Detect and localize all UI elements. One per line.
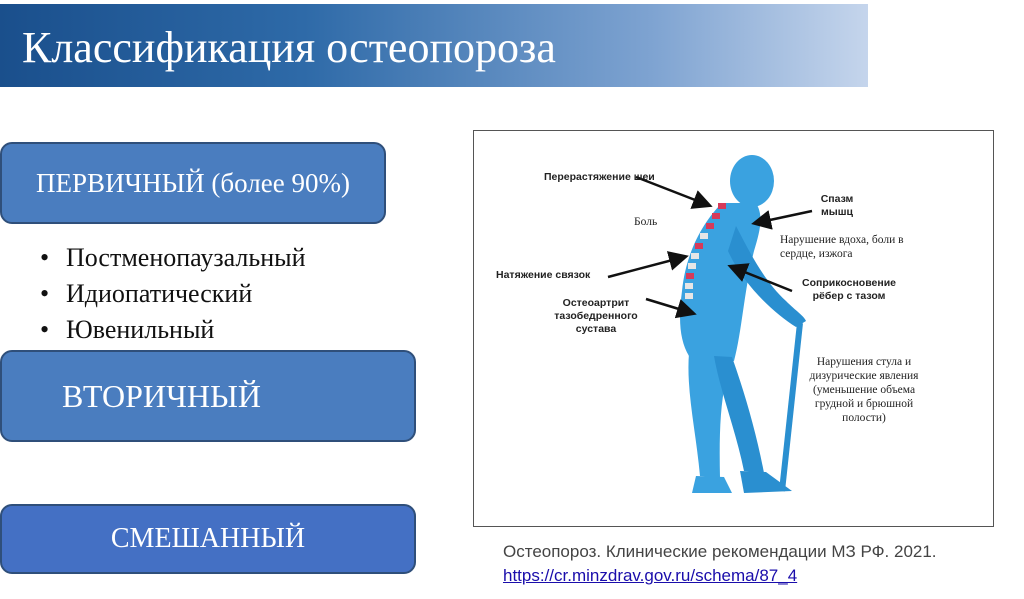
mixed-category-label: СМЕШАННЫЙ xyxy=(110,523,306,554)
body-silhouette xyxy=(680,155,806,493)
bullet-icon: • xyxy=(40,279,50,308)
mixed-category-box xyxy=(0,504,416,574)
slide-title: Классификация остеопороза xyxy=(22,23,556,72)
label-ribs: Соприкосновение рёбер с тазом xyxy=(802,277,896,302)
source-link[interactable]: https://cr.minzdrav.gov.ru/schema/87_4 xyxy=(503,566,798,585)
label-hip: Остеоартрит тазобедренного сустава xyxy=(554,297,638,335)
list-item-label: Постменопаузальный xyxy=(66,243,306,272)
osteoporosis-figure xyxy=(473,130,994,527)
title-bar xyxy=(0,4,868,87)
label-ligaments: Натяжение связок xyxy=(496,269,591,281)
label-neck: Перерастяжение шеи xyxy=(544,171,655,183)
list-item xyxy=(40,276,306,312)
label-spasm: Спазм мышц xyxy=(820,193,854,218)
source-citation: Остеопороз. Клинические рекомендации МЗ РФ. 2021. xyxy=(503,542,937,561)
secondary-category-box xyxy=(0,350,416,442)
list-item-label: Идиопатический xyxy=(66,279,253,308)
list-item xyxy=(40,312,306,348)
label-breath: Нарушение вдоха, боли в сердце, изжога xyxy=(780,234,904,260)
primary-category-box xyxy=(0,142,386,224)
bullet-icon: • xyxy=(40,243,50,272)
list-item xyxy=(40,240,306,276)
bullet-icon: • xyxy=(40,315,50,344)
list-item-label: Ювенильный xyxy=(66,315,215,344)
label-bowel: Нарушения стула и дизурические явления (уменьшение объема грудной и брюшной полости) xyxy=(809,356,919,424)
secondary-category-label: ВТОРИЧНЫЙ xyxy=(62,377,261,414)
label-pain: Боль xyxy=(634,216,658,228)
primary-types-list xyxy=(40,240,306,348)
primary-category-label: ПЕРВИЧНЫЙ (более 90%) xyxy=(36,167,350,198)
